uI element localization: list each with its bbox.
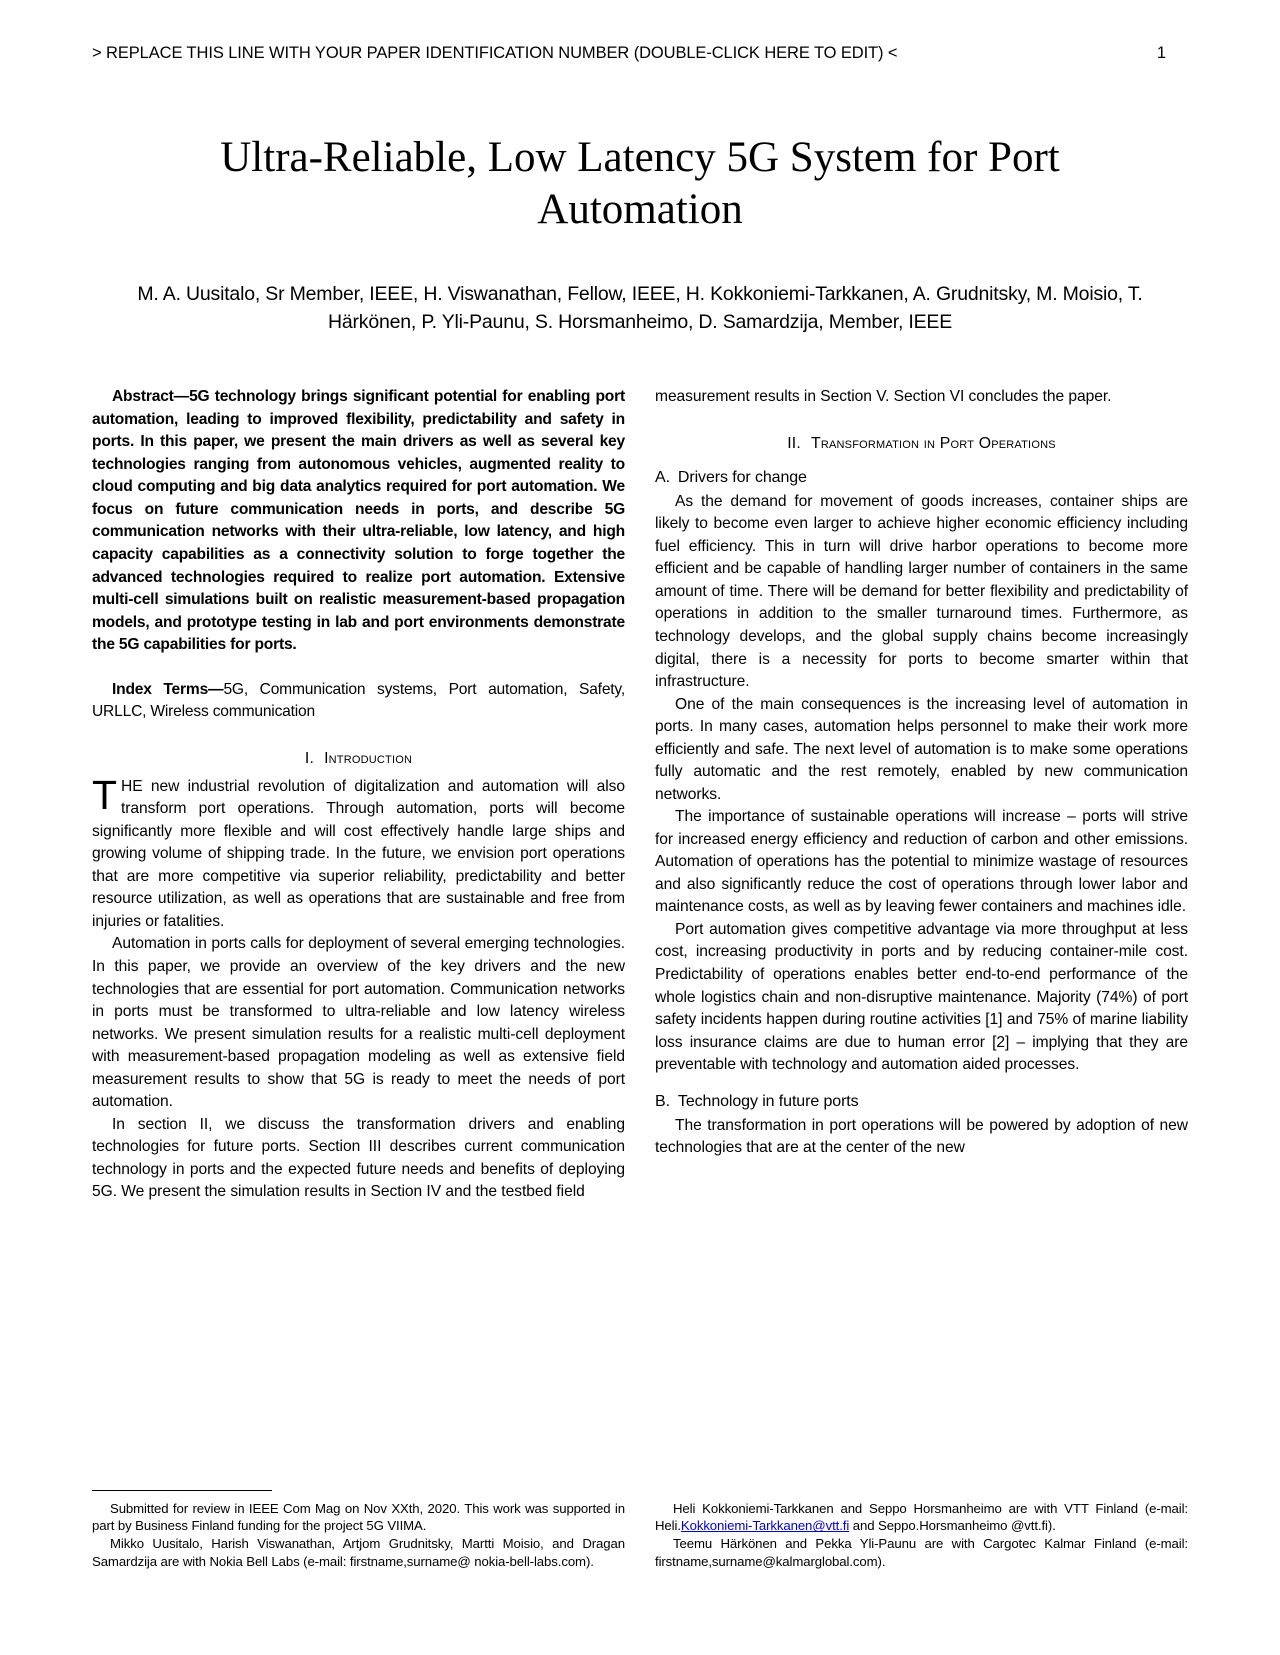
continued-paragraph: measurement results in Section V. Section VI concludes the paper. <box>655 388 1112 406</box>
subsection-letter: B. <box>655 1092 670 1110</box>
left-column <box>92 386 625 1204</box>
section-numeral: I. <box>304 749 315 767</box>
section-name: Transformation in Port Operations <box>811 434 1056 452</box>
page-number: 1 <box>1156 44 1166 62</box>
footnote-zone <box>92 1490 1188 1572</box>
drivers-paragraph-4: Port automation gives competitive advantage via more throughput at less cost, increasing productivity in ports and by reducing container-mile cost. Predictability of operations enables better end-to-end performance of the whole logistics chain and non-disruptive maintenance. Majority (74%) of port safety incidents happen during routine activities [1] and 75% of marine liability loss insurance claims are due to human error [2] – implying that they are preventable with technology and automation aided processes. <box>655 920 1188 1074</box>
footnote-right-1-after: and Seppo.Horsmanheimo @vtt.fi). <box>849 1518 1056 1534</box>
footnote-right-spacer <box>655 1490 1188 1500</box>
drivers-paragraph-2: One of the main consequences is the increasing level of automation in ports. In many cases, automation helps personnel to make their work more efficiently and safe. The next level of automation is to make some operations fully automatic and the rest remotely, enabled by new communication networks. <box>655 695 1188 803</box>
subsection-heading-technology <box>655 1093 1188 1111</box>
index-terms-lead: Index Terms— <box>112 680 224 698</box>
footnote-divider <box>92 1490 272 1491</box>
footnote-right-1 <box>655 1500 1188 1536</box>
section-numeral: II. <box>787 434 801 452</box>
abstract-text: 5G technology brings significant potential for enabling port automation, leading to improved flexibility, predictability and safety in ports. In this paper, we present the main drivers as well as several key technologies ranging from autonomous vehicles, augmented reality to cloud computing and big data analytics required for port automation. We focus on future communication needs in ports, and describe 5G communication networks with their ultra-reliable, low latency, and high capacity capabilities as a connectivity solution to forge together the advanced technologies required to realize port automation. Extensive multi-cell simulations built on realistic measurement-based propagation models, and prototype testing in lab and port environments demonstrate the 5G capabilities for ports. <box>92 388 625 654</box>
footnote-right-2: Teemu Härkönen and Pekka Yli-Paunu are with Cargotec Kalmar Finland (e-mail: firstname,surname@kalmarglobal.com). <box>655 1536 1188 1570</box>
author-list: M. A. Uusitalo, Sr Member, IEEE, H. Viswanathan, Fellow, IEEE, H. Kokkoniemi-Tarkkanen, A. Grudnitsky, M. Moisio, T. Härkönen, P. Yli-Paunu, S. Horsmanheimo, D. Samardzija, Member, IEEE <box>137 282 1143 333</box>
subsection-heading-drivers <box>655 469 1188 487</box>
running-head <box>92 44 1188 74</box>
section-heading-introduction <box>92 750 625 768</box>
index-terms-text: 5G, Communication systems, Port automation, Safety, URLLC, Wireless communication <box>92 680 625 721</box>
footnote-left-1: Submitted for review in IEEE Com Mag on Nov XXth, 2020. This work was supported in part by Business Finland funding for the project 5G VIIMA. <box>92 1500 625 1534</box>
intro-paragraph-3: In section II, we discuss the transformation drivers and enabling technologies for future ports. Section III describes current communication technology in ports and the expected future needs and benefits of deploying 5G. We present the simulation results in Section IV and the testbed field <box>92 1115 625 1201</box>
drivers-paragraph-3: The importance of sustainable operations will increase – ports will strive for increased energy efficiency and reduction of carbon and other emissions. Automation of operations has the potential to minimize wastage of resources and also significantly reduce the cost of operations through lower labor and maintenance costs, as well as by leaving fewer containers and machines idle. <box>655 808 1188 916</box>
section-name: Introduction <box>324 749 413 767</box>
email-link[interactable]: Kokkoniemi-Tarkkanen@vtt.fi <box>680 1518 850 1534</box>
drivers-paragraph-1: As the demand for movement of goods increases, container ships are likely to become even larger to achieve higher economic efficiency including fuel efficiency. This in turn will drive harbor operations to become more efficient and be capable of handling larger number of containers in the same amount of time. There will be demand for better flexibility and predictability of operations in addition to the smaller turnaround times. Furthermore, as technology develops, and the global supply chains become increasingly digital, there is a necessity for ports to become smarter within that infrastructure. <box>655 492 1188 691</box>
body-columns <box>92 386 1188 1204</box>
abstract-lead: Abstract— <box>112 388 190 406</box>
right-column <box>655 386 1188 1204</box>
footnote-left-column <box>92 1490 625 1572</box>
subsection-letter: A. <box>655 468 670 486</box>
footnote-right-1-before: Heli Kokkoniemi-Tarkkanen and Seppo Horsmanheimo are with VTT Finland (e-mail: Heli. <box>655 1500 1188 1534</box>
section-heading-transformation <box>655 435 1188 453</box>
technology-paragraph-1: The transformation in port operations will be powered by adoption of new technologies that are at the center of the new <box>655 1116 1188 1157</box>
intro-paragraph-1: THE new industrial revolution of digitalization and automation will also transform port operations. Through automation, ports will become significantly more flexible and will cost effectively handle large ships and growing volume of shipping trade. In the future, we envision port operations that are more competitive via superior reliability, predictability and better resource utilization, as well as operations that are sustainable and free from injuries or fatalities. <box>92 771 625 930</box>
paper-title: Ultra-Reliable, Low Latency 5G System for Port Automation <box>220 134 1060 234</box>
footnote-right-column <box>655 1490 1188 1572</box>
footnote-left-2: Mikko Uusitalo, Harish Viswanathan, Artjom Grudnitsky, Martti Moisio, and Dragan Samardzija are with Nokia Bell Labs (e-mail: firstname,surname@ nokia-bell-labs.com). <box>92 1536 625 1570</box>
intro-paragraph-2: Automation in ports calls for deployment of several emerging technologies. In this paper, we provide an overview of the key drivers and the new technologies that are essential for port automation. Communication networks in ports must be transformed to ultra-reliable and low latency wireless networks. We present simulation results for a realistic multi-cell deployment with measurement-based propagation modeling as well as extensive field measurement results to show that 5G is ready to meet the needs of port automation. <box>92 935 625 1111</box>
subsection-name: Technology in future ports <box>677 1092 859 1110</box>
running-head-text: > REPLACE THIS LINE WITH YOUR PAPER IDENTIFICATION NUMBER (DOUBLE-CLICK HERE TO EDIT) < <box>92 44 898 62</box>
abstract-paragraph <box>92 386 625 656</box>
index-terms-paragraph <box>92 679 625 724</box>
subsection-name: Drivers for change <box>677 468 807 486</box>
